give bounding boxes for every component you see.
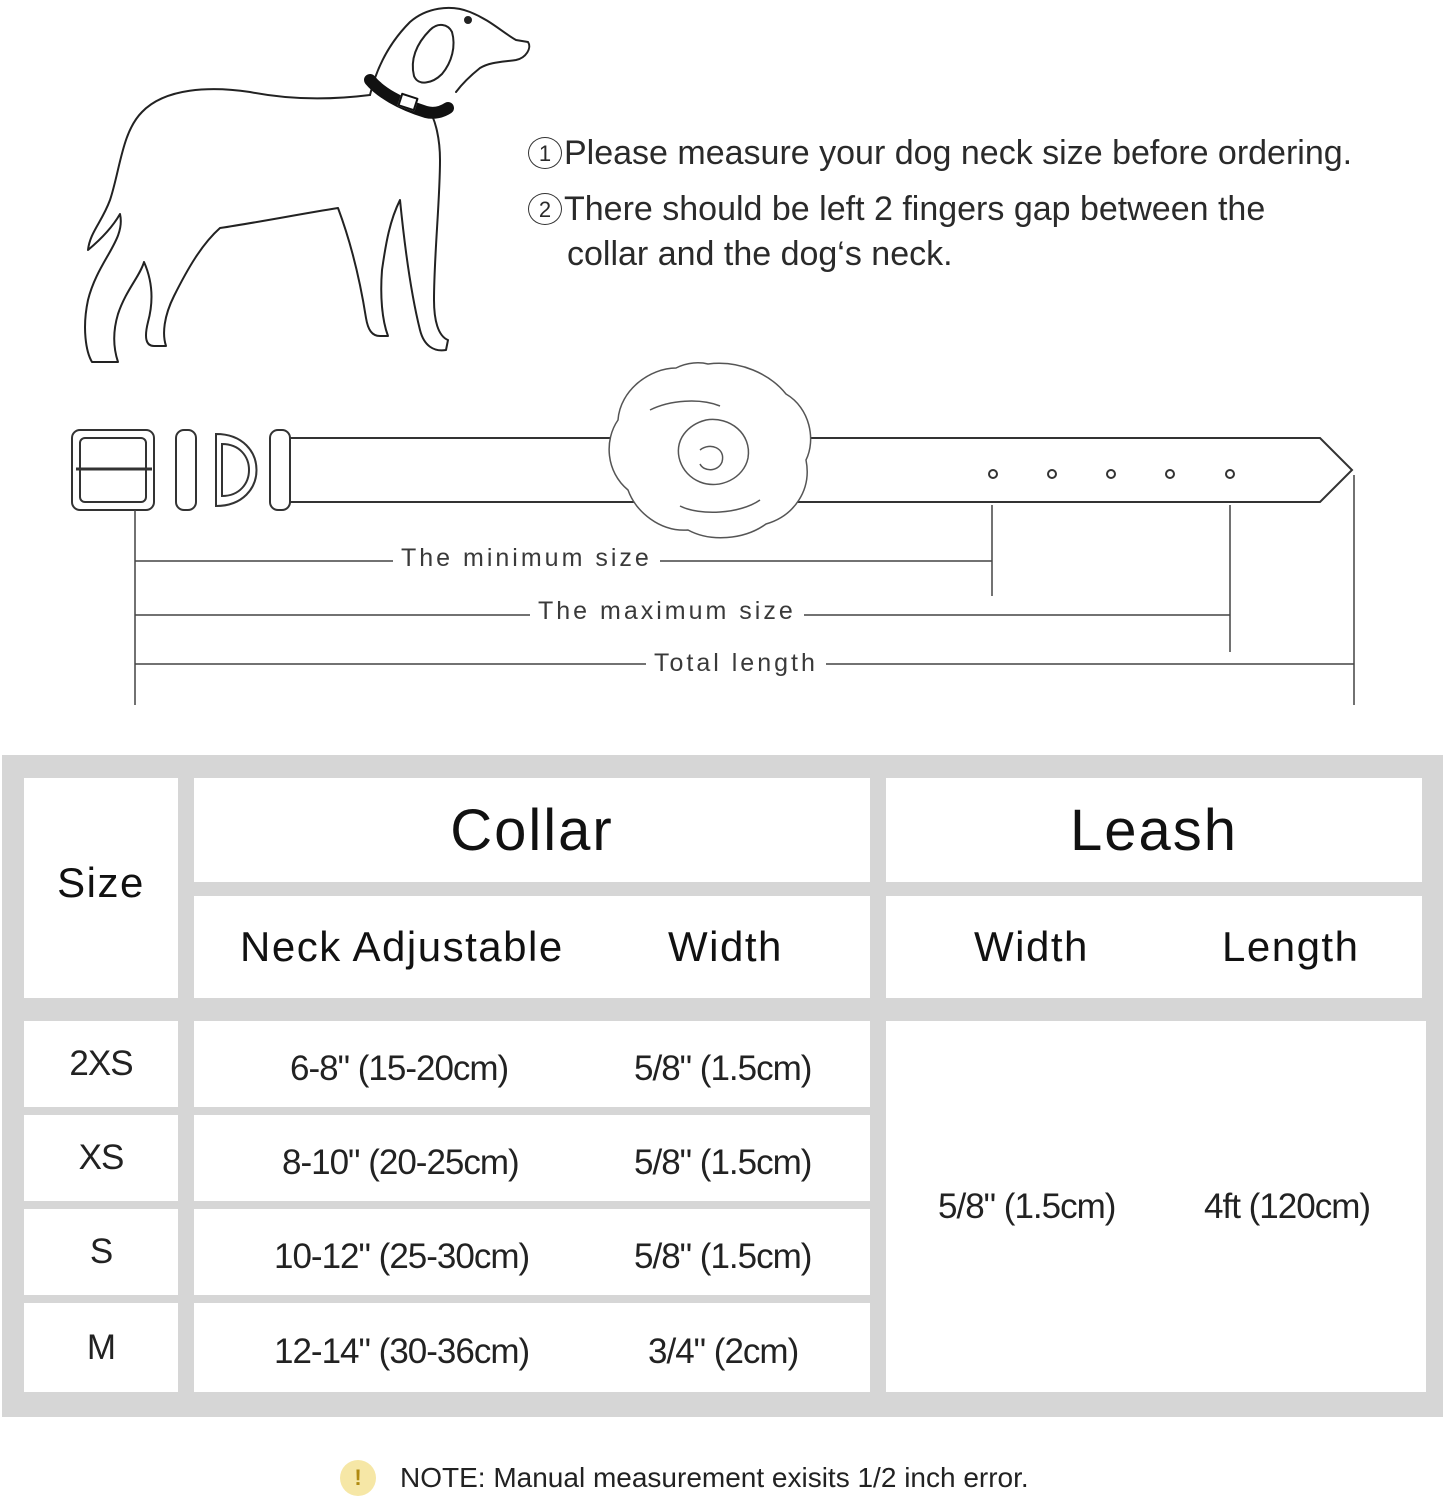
collar-width-value: 5/8" (1.5cm): [634, 1237, 812, 1276]
size-header-cell: [24, 778, 178, 998]
collar-width-value: 5/8" (1.5cm): [634, 1143, 812, 1182]
step-1-text: Please measure your dog neck size before ordering.: [564, 134, 1353, 172]
step-2-number: 2: [528, 193, 562, 225]
dog-illustration: [70, 0, 550, 370]
collar-subheader-row: [194, 896, 870, 998]
leash-subheader-row: [886, 896, 1422, 998]
total-length-label: Total length: [646, 649, 826, 678]
table-row-collar: [194, 1303, 870, 1392]
step-2-text-line2: collar and the dog‘s neck.: [567, 235, 953, 273]
instruction-step-2-cont: [567, 232, 953, 276]
size-header: Size: [57, 859, 145, 906]
size-value: XS: [78, 1138, 124, 1177]
table-row-size: [24, 1209, 178, 1295]
step-2-text-line1: There should be left 2 fingers gap between the: [564, 190, 1266, 228]
instruction-step-2: [528, 187, 1265, 231]
measurement-note: [340, 1458, 1029, 1498]
leash-length-value: 4ft (120cm): [1204, 1187, 1370, 1226]
table-row-size: [24, 1303, 178, 1392]
collar-width-value: 3/4" (2cm): [648, 1332, 799, 1371]
leash-width-value: 5/8" (1.5cm): [938, 1187, 1116, 1226]
neck-value: 12-14" (30-36cm): [274, 1332, 530, 1371]
warning-icon: !: [340, 1460, 376, 1496]
note-text: NOTE: Manual measurement exisits 1/2 inch error.: [400, 1462, 1029, 1493]
leash-length-header: Length: [1222, 923, 1360, 970]
collar-strap: [290, 438, 1352, 502]
max-size-label: The maximum size: [530, 597, 804, 626]
leash-header-cell: [886, 778, 1422, 882]
min-size-label: The minimum size: [393, 544, 660, 573]
collar-width-header: Width: [668, 923, 783, 970]
leash-header: Leash: [1069, 797, 1239, 863]
step-1-number: 1: [528, 137, 562, 169]
size-value: M: [86, 1327, 116, 1367]
neck-value: 10-12" (25-30cm): [274, 1237, 530, 1276]
leash-width-header: Width: [974, 923, 1089, 970]
size-table: [2, 755, 1443, 1417]
flower-decoration: [609, 363, 811, 538]
leash-values-cell: [886, 1021, 1426, 1392]
collar-header-cell: [194, 778, 870, 882]
table-row-size: [24, 1021, 178, 1107]
table-row-size: [24, 1115, 178, 1201]
collar-neck-header: Neck Adjustable: [240, 923, 564, 970]
size-value: 2XS: [69, 1044, 133, 1083]
collar-header: Collar: [450, 797, 614, 863]
instruction-step-1: [528, 131, 1352, 175]
neck-value: 6-8" (15-20cm): [290, 1049, 509, 1088]
table-row-collar: [194, 1115, 870, 1201]
table-row-collar: [194, 1209, 870, 1295]
neck-value: 8-10" (20-25cm): [282, 1143, 519, 1182]
collar-width-value: 5/8" (1.5cm): [634, 1049, 812, 1088]
table-row-collar: [194, 1021, 870, 1107]
keeper-loop: [176, 430, 196, 510]
size-value: S: [89, 1232, 113, 1271]
